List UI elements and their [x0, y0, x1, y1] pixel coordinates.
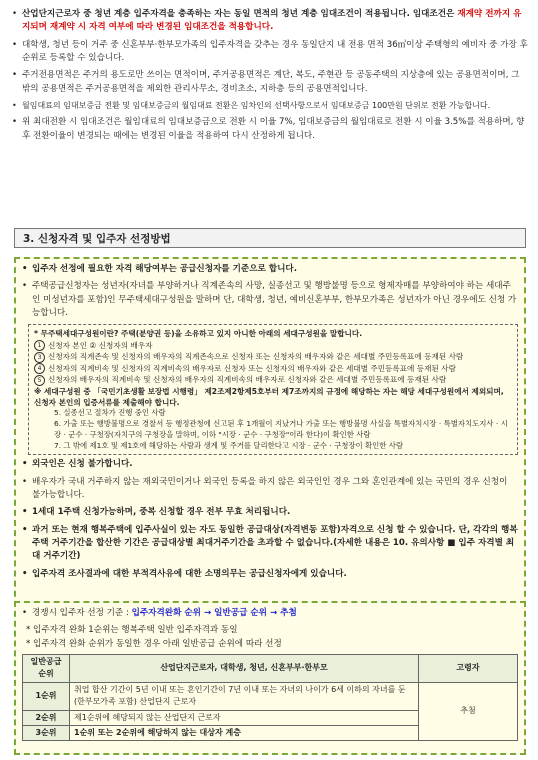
inner-sub-6: 6. 가출 또는 행방불명으로 경찰서 등 행정관청에 신고된 후 1개월이 지났거나 가출 또는 행방불명 사실을 특별자치시장 · 특별자치도지사 · 시장 · 군수 · 구청장(자치구의 구청장을 말하며, 이하 "시장 · 군수 · 구청장"이라 한다)이 확인한 사람: [54, 419, 508, 439]
note-2: • 대학생, 청년 등이 거주 중 신혼부부·한부모가족의 입주자격을 갖추는 경우 동일단지 내 전용 면적 36㎡이상 주택형의 예비자 중 가장 후순위로 등록할 수 있습니다.: [12, 39, 528, 66]
selection-box: [14, 601, 526, 755]
top-notes: [12, 8, 528, 147]
verification-duty-note: • 입주자격 조사결과에 대한 부적격사유에 대한 소명의무는 공급신청자에게 있습니다.: [22, 568, 518, 581]
applicant-definition: • 주택공급신청자는 성년자(자녀를 부양하거나 직계존속의 사망, 실종선고 및 행방불명 등으로 형제자매를 부양하여야 하는 세대주인 미성년자를 포함)인 무주택세대구성원을 말하며 단, 대학생, 청년, 예비신혼부부, 한부모가족은 성년자가 아닌 경우에도 신청 가능합니다.: [22, 280, 518, 320]
table-header: 고령자: [419, 654, 518, 682]
table-header: 일반공급 순위: [23, 654, 70, 682]
note-4: • 월임대료의 임대보증금 전환 및 임대보증금의 월임대료 전환은 임차인의 선택사항으로서 임대보증금 100만원 단위로 전환 가능합니다.: [12, 100, 528, 112]
inner-title: * 무주택세대구성원이란? 주택(분양권 등)을 소유하고 있지 아니한 아래의 세대구성원을 말합니다.: [34, 329, 363, 339]
star-note-1: * 입주자격 완화 1순위는 행복주택 일반 입주자격과 동일: [26, 625, 238, 636]
rank-cell: 1순위: [23, 682, 70, 710]
spouse-note: • 배우자가 국내 거주하지 않는 재외국민이거나 외국인 등록을 하지 않은 외국인인 경우 그와 혼인관계에 있는 국민의 경우 신청이 불가능합니다.: [22, 476, 518, 503]
household-member-definition: [28, 324, 518, 455]
note-3: • 주거전용면적은 주거의 용도로만 쓰이는 면적이며, 주거공용면적은 계단, 복도, 주현관 등 공동주택의 지상층에 있는 공용면적이며, 그 밖의 공용면적은 주거공용면적을 제외한 관리사무소, 경비초소, 지하층 등의 공용면적입니다.: [12, 69, 528, 96]
inner-item-1: 1 신청자 본인 ② 신청자의 배우자: [34, 340, 512, 352]
note-1: • 산업단지근로자 중 청년 계층 입주자격을 충족하는 자는 동일 면적의 청년 계층 임대조건이 적용됩니다. 임대조건은 재계약 전까지 유지되며 재계약 시 자격 여부에 따라 변경된 임대조건을 적용합니다.: [12, 8, 528, 35]
section-title: 3. 신청자격 및 입주자 선정방법: [14, 228, 526, 248]
table-header: 산업단지근로자, 대학생, 청년, 신혼부부·한부모: [70, 654, 419, 682]
rank-cell: 2순위: [23, 710, 70, 725]
inner-sub-7: 7. 그 밖에 제1호 및 제1호에 해당하는 사람과 생계 및 주거를 달리한다고 시장 · 군수 · 구청장이 확인한 사람: [54, 440, 404, 450]
star-note-2: * 입주자격 완화 순위가 동일한 경우 아래 일반공급 순위에 따라 선정: [26, 638, 282, 649]
inner-item-5: 5 신청자의 배우자의 직계비속 및 신청자의 배우자의 직계비속의 배우자로 신청자와 같은 세대별 주민등록표에 등재된 사람: [34, 374, 512, 386]
desc-cell: 1순위 또는 2순위에 해당하지 않는 대상자 계층: [70, 725, 419, 740]
inner-item-4: 4 신청자의 직계비속 및 신청자의 직계비속의 배우자로 신청자 또는 신청자의 배우자와 같은 세대별 주민등록표에 등재된 사람: [34, 363, 512, 375]
selection-criteria: • 경쟁시 입주자 선정 기준 : 입주자격완화 순위 → 일반공급 순위 → 추첨: [22, 607, 518, 620]
senior-cell: 추첨: [419, 682, 518, 741]
inner-note: ※ 세대구성원 중 「국민기초생활 보장법 시행령」 제2조제2항제5호부터 제7조까지의 규정에 해당하는 자는 해당 세대구성원에서 제외되며, 신청자 본인의 입증서류를 제출해야 합니다.: [34, 386, 504, 408]
foreigner-note: • 외국인은 신청 불가합니다.: [22, 458, 518, 471]
rank-cell: 3순위: [23, 725, 70, 740]
table-header-row: [23, 654, 518, 682]
priority-table: [22, 654, 518, 741]
eligibility-box: [14, 257, 526, 617]
desc-cell: 취업 합산 기간이 5년 이내 또는 혼인기간이 7년 이내 또는 자녀의 나이가 6세 이하의 자녀를 둔(한부모가족 포함) 산업단지 근로자: [70, 682, 419, 710]
table-row: [23, 682, 518, 710]
desc-cell: 제1순위에 해당되지 않는 산업단지 근로자: [70, 710, 419, 725]
note-5: • 위 최대전환 시 임대조건은 월임대료의 임대보증금으로 전환 시 이율 7%, 임대보증금의 월임대료로 전환 시 이율 3.5%를 적용하며, 향후 전환이율이 변경되는 때에는 변경된 이율을 적용하여 다시 산정하게 됩니다.: [12, 116, 528, 143]
inner-sub-5: 5. 실종선고 절차가 진행 중인 사람: [54, 408, 166, 418]
eligibility-criterion: • 입주자 선정에 필요한 자격 해당여부는 공급신청자를 기준으로 합니다.: [22, 263, 518, 276]
inner-item-3: 3 신청자의 직계존속 및 신청자의 배우자의 직계존속으로 신청자 또는 신청자의 배우자와 같은 세대별 주민등록표에 등재된 사람: [34, 351, 512, 363]
previous-resident-note: • 과거 또는 현재 행복주택에 입주사실이 있는 자도 동일한 공급대상(자격변동 포함)자격으로 신청 할 수 있습니다. 단, 각각의 행복주택 거주기간을 합산한 기간은 공급대상별 최대거주기간을 초과할 수 없습니다.(자세한 내용은 10. 유의사항 ■ 입주 자격별 최대 거주기간): [22, 524, 518, 564]
one-household-note: • 1세대 1주택 신청가능하며, 중복 신청할 경우 전부 무효 처리됩니다.: [22, 506, 518, 519]
